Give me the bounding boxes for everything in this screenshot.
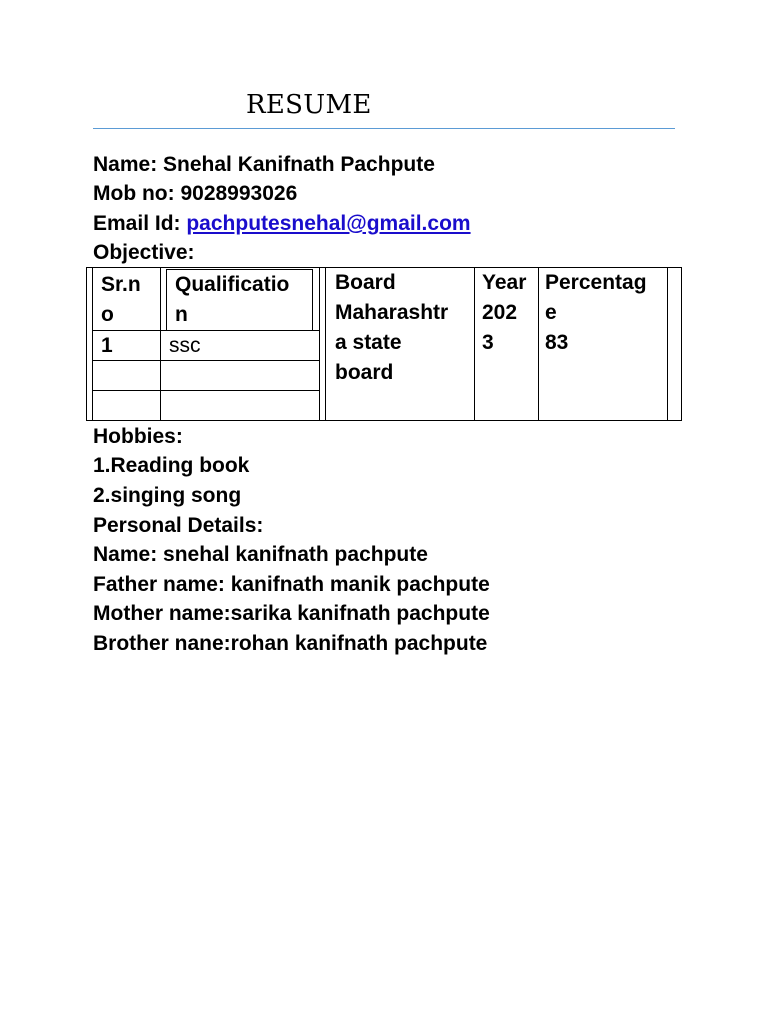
row1-srno: 1 [101,334,113,357]
name-line: Name: Snehal Kanifnath Pachpute [93,153,435,176]
hobby-item: 1.Reading book [93,454,250,477]
table-border [92,360,319,361]
table-border [166,269,167,330]
personal-brother: Brother nane:rohan kanifnath pachpute [93,632,488,655]
table-border [312,269,313,330]
row1-board: Maharashtr a state board [335,301,449,384]
personal-details-label: Personal Details: [93,514,264,537]
email-line [93,211,471,237]
objective-label: Objective: [93,241,195,264]
table-border [92,330,319,331]
table-border [325,267,326,421]
email-label: Email Id: [93,212,187,235]
table-border [474,267,475,421]
row1-year: 202 3 [482,301,518,354]
hobby-item: 2.singing song [93,484,242,507]
personal-father: Father name: kanifnath manik pachpute [93,573,490,596]
table-border [160,267,161,421]
header-percentage: Percentag e [545,271,647,324]
title-underline [93,128,675,129]
header-board: Board [335,271,396,294]
email-link[interactable]: pachputesnehal@gmail.com [186,212,471,235]
personal-name: Name: snehal kanifnath pachpute [93,543,428,566]
row1-percentage: 83 [545,331,569,354]
header-year: Year [482,271,527,294]
mobile-line: Mob no: 9028993026 [93,182,298,205]
header-srno: Sr.n o [101,273,141,326]
hobbies-label: Hobbies: [93,425,183,448]
table-border [538,267,539,421]
personal-mother: Mother name:sarika kanifnath pachpute [93,602,490,625]
table-border [92,267,93,421]
table-border [667,267,668,421]
resume-title: RESUME [246,90,372,120]
header-qualification: Qualificatio n [175,273,290,326]
table-border [92,390,319,391]
table-border [319,267,320,421]
row1-qualification: ssc [169,334,201,357]
